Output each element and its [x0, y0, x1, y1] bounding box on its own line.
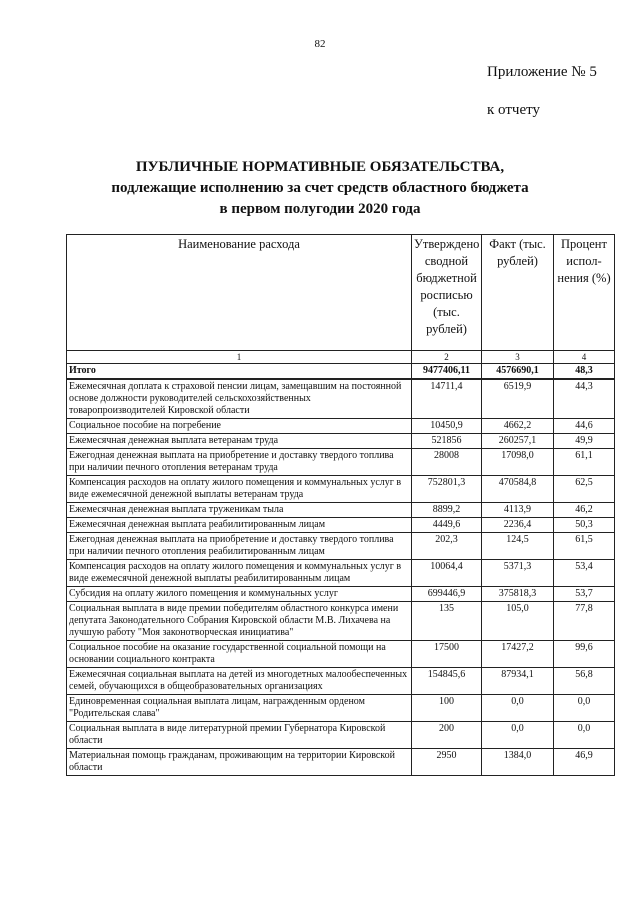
fact-value: 87934,1 — [482, 668, 554, 695]
expense-name: Компенсация расходов на оплату жилого помещения и коммунальных услуг в виде ежемесячной денежной выплаты реабилитированным лицам — [67, 560, 412, 587]
title-line: ПУБЛИЧНЫЕ НОРМАТИВНЫЕ ОБЯЗАТЕЛЬСТВА, — [135, 159, 505, 175]
appendix-label: Приложение № 5 — [487, 64, 597, 80]
percent-value: 0,0 — [554, 695, 615, 722]
fact-value: 260257,1 — [482, 434, 554, 449]
total-approved: 9477406,11 — [412, 364, 482, 380]
fact-value: 1384,0 — [482, 749, 554, 776]
table-row — [67, 533, 615, 560]
percent-value: 53,4 — [554, 560, 615, 587]
approved-value: 699446,9 — [412, 587, 482, 602]
fact-value: 17427,2 — [482, 641, 554, 668]
page-number: 82 — [314, 38, 326, 50]
fact-value: 0,0 — [482, 695, 554, 722]
expense-name: Социальное пособие на оказание государственной социальной помощи на основании социального контракта — [67, 641, 412, 668]
total-name: Итого — [67, 364, 412, 380]
expense-name: Социальная выплата в виде премии победителям областного конкурса имени депутата Законодательного Собрания Кировской области М.В. Лихачева на лучшую работу "Моя законотворческая инициатива" — [67, 602, 412, 641]
table-row — [67, 379, 615, 419]
fact-value: 375818,3 — [482, 587, 554, 602]
percent-value: 61,5 — [554, 533, 615, 560]
percent-value: 0,0 — [554, 722, 615, 749]
percent-value: 44,6 — [554, 419, 615, 434]
table-row — [67, 434, 615, 449]
approved-value: 154845,6 — [412, 668, 482, 695]
table-row — [67, 476, 615, 503]
total-percent: 48,3 — [554, 364, 615, 380]
fact-value: 4662,2 — [482, 419, 554, 434]
approved-value: 2950 — [412, 749, 482, 776]
expense-name: Социальное пособие на погребение — [67, 419, 412, 434]
expense-name: Ежемесячная денежная выплата ветеранам труда — [67, 434, 412, 449]
percent-value: 56,8 — [554, 668, 615, 695]
expense-name: Ежемесячная доплата к страховой пенсии лицам, замещавшим на постоянной основе должности руководителей сельскохозяйственных товаропроизводителей Кировской области — [67, 379, 412, 419]
expense-name: Компенсация расходов на оплату жилого помещения и коммунальных услуг в виде ежемесячной денежной выплаты ветеранам труда — [67, 476, 412, 503]
approved-value: 8899,2 — [412, 503, 482, 518]
column-number: 4 — [554, 351, 615, 364]
expense-name: Субсидия на оплату жилого помещения и коммунальных услуг — [67, 587, 412, 602]
fact-value: 6519,9 — [482, 379, 554, 419]
obligations-table — [66, 234, 615, 776]
column-number: 3 — [482, 351, 554, 364]
title-line: в первом полугодии 2020 года — [219, 201, 421, 217]
table-row — [67, 518, 615, 533]
table-row — [67, 560, 615, 587]
expense-name: Ежегодная денежная выплата на приобретение и доставку твердого топлива при наличии печного отопления реабилитированным лицам — [67, 533, 412, 560]
fact-value: 5371,3 — [482, 560, 554, 587]
column-number: 2 — [412, 351, 482, 364]
header-percent: Процент испол-нения (%) — [554, 235, 615, 351]
header-approved: Утверждено сводной бюджетной росписью (тыс. рублей) — [412, 235, 482, 351]
table-row — [67, 641, 615, 668]
fact-value: 470584,8 — [482, 476, 554, 503]
column-number: 1 — [67, 351, 412, 364]
fact-value: 2236,4 — [482, 518, 554, 533]
table-row — [67, 587, 615, 602]
approved-value: 10450,9 — [412, 419, 482, 434]
percent-value: 62,5 — [554, 476, 615, 503]
expense-name: Ежемесячная денежная выплата реабилитированным лицам — [67, 518, 412, 533]
percent-value: 44,3 — [554, 379, 615, 419]
approved-value: 28008 — [412, 449, 482, 476]
approved-value: 4449,6 — [412, 518, 482, 533]
percent-value: 99,6 — [554, 641, 615, 668]
percent-value: 53,7 — [554, 587, 615, 602]
fact-value: 0,0 — [482, 722, 554, 749]
approved-value: 200 — [412, 722, 482, 749]
title-line: подлежащие исполнению за счет средств областного бюджета — [111, 180, 529, 196]
expense-name: Ежемесячная социальная выплата на детей из многодетных малообеспеченных семей, обучающихся в общеобразовательных организациях — [67, 668, 412, 695]
table-row — [67, 602, 615, 641]
expense-name: Социальная выплата в виде литературной премии Губернатора Кировской области — [67, 722, 412, 749]
approved-value: 100 — [412, 695, 482, 722]
table-row — [67, 668, 615, 695]
table-row — [67, 503, 615, 518]
expense-name: Единовременная социальная выплата лицам, награжденным орденом "Родительская слава" — [67, 695, 412, 722]
percent-value: 77,8 — [554, 602, 615, 641]
approved-value: 521856 — [412, 434, 482, 449]
header-fact: Факт (тыс. рублей) — [482, 235, 554, 351]
percent-value: 46,9 — [554, 749, 615, 776]
percent-value: 49,9 — [554, 434, 615, 449]
fact-value: 124,5 — [482, 533, 554, 560]
total-row — [67, 364, 615, 380]
expense-name: Материальная помощь гражданам, проживающим на территории Кировской области — [67, 749, 412, 776]
total-fact: 4576690,1 — [482, 364, 554, 380]
fact-value: 105,0 — [482, 602, 554, 641]
fact-value: 17098,0 — [482, 449, 554, 476]
fact-value: 4113,9 — [482, 503, 554, 518]
percent-value: 46,2 — [554, 503, 615, 518]
header-name: Наименование расхода — [67, 235, 412, 351]
table-row — [67, 749, 615, 776]
table-row — [67, 722, 615, 749]
table-row — [67, 449, 615, 476]
expense-name: Ежемесячная денежная выплата труженикам тыла — [67, 503, 412, 518]
percent-value: 50,3 — [554, 518, 615, 533]
approved-value: 10064,4 — [412, 560, 482, 587]
approved-value: 202,3 — [412, 533, 482, 560]
report-label: к отчету — [487, 102, 540, 118]
table-row — [67, 695, 615, 722]
approved-value: 135 — [412, 602, 482, 641]
approved-value: 752801,3 — [412, 476, 482, 503]
approved-value: 14711,4 — [412, 379, 482, 419]
percent-value: 61,1 — [554, 449, 615, 476]
document-title — [0, 157, 640, 220]
expense-name: Ежегодная денежная выплата на приобретение и доставку твердого топлива при наличии печного отопления ветеранам труда — [67, 449, 412, 476]
approved-value: 17500 — [412, 641, 482, 668]
table-row — [67, 419, 615, 434]
